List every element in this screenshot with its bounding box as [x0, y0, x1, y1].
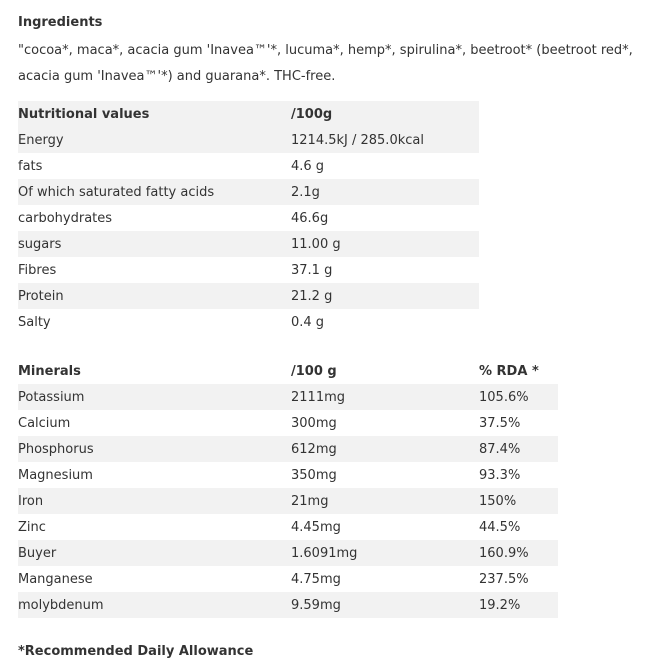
mineral-rda: 150%: [479, 493, 517, 509]
mineral-name: Buyer: [18, 545, 57, 561]
ingredients-title: Ingredients: [18, 15, 103, 30]
nutrient-value: 4.6 g: [291, 158, 325, 174]
nutrient-value: 37.1 g: [291, 262, 333, 278]
table-row: [18, 231, 479, 257]
nutrient-value: 11.00 g: [291, 236, 341, 252]
nutrient-value: 0.4 g: [291, 314, 325, 330]
mineral-name: Phosphorus: [18, 441, 94, 457]
table-row: [18, 566, 558, 592]
nutrition-header-per100: /100g: [291, 106, 333, 122]
table-row: [18, 257, 479, 283]
mineral-value: 300mg: [291, 415, 337, 431]
minerals-table: [18, 358, 558, 618]
mineral-value: 2111mg: [291, 389, 345, 405]
nutrient-name: Of which saturated fatty acids: [18, 184, 215, 200]
nutrient-value: 2.1g: [291, 184, 320, 200]
mineral-name: Zinc: [18, 519, 46, 535]
table-row: [18, 179, 479, 205]
mineral-name: Potassium: [18, 389, 85, 405]
mineral-name: molybdenum: [18, 597, 104, 613]
minerals-header-name: Minerals: [18, 363, 81, 379]
table-row: [18, 436, 558, 462]
table-row: [18, 540, 558, 566]
nutrient-name: sugars: [18, 236, 62, 252]
mineral-name: Calcium: [18, 415, 71, 431]
nutrient-name: Salty: [18, 314, 51, 330]
minerals-header-per100: /100 g: [291, 363, 337, 379]
ingredients-text: "cocoa*, maca*, acacia gum 'Inavea™'*, lucuma*, hemp*, spirulina*, beetroot* (beetroot red*, acacia gum 'Inavea™'*) and guarana*. THC-free.: [18, 43, 633, 84]
table-row: [18, 127, 479, 153]
mineral-name: Iron: [18, 493, 44, 509]
rda-footnote: *Recommended Daily Allowance: [18, 644, 254, 659]
minerals-header-row: [18, 358, 558, 384]
mineral-value: 21mg: [291, 493, 329, 509]
mineral-rda: 37.5%: [479, 415, 521, 431]
mineral-rda: 160.9%: [479, 545, 529, 561]
nutrient-name: fats: [18, 158, 43, 174]
nutrient-value: 46.6g: [291, 210, 329, 226]
mineral-value: 4.75mg: [291, 571, 341, 587]
table-row: [18, 592, 558, 618]
table-row: [18, 309, 479, 335]
mineral-rda: 44.5%: [479, 519, 521, 535]
mineral-rda: 93.3%: [479, 467, 521, 483]
mineral-value: 1.6091mg: [291, 545, 358, 561]
nutrient-name: Fibres: [18, 262, 57, 278]
mineral-name: Magnesium: [18, 467, 93, 483]
table-row: [18, 462, 558, 488]
nutrition-header-name: Nutritional values: [18, 106, 150, 122]
table-row: [18, 384, 558, 410]
nutrient-name: carbohydrates: [18, 210, 113, 226]
table-row: [18, 488, 558, 514]
nutrient-value: 1214.5kJ / 285.0kcal: [291, 132, 424, 148]
minerals-header-rda: % RDA *: [479, 363, 539, 379]
mineral-value: 4.45mg: [291, 519, 341, 535]
nutrition-header-row: [18, 101, 479, 127]
mineral-rda: 105.6%: [479, 389, 529, 405]
table-row: [18, 283, 479, 309]
nutrient-value: 21.2 g: [291, 288, 333, 304]
table-row: [18, 205, 479, 231]
mineral-value: 612mg: [291, 441, 337, 457]
mineral-value: 9.59mg: [291, 597, 341, 613]
mineral-name: Manganese: [18, 571, 93, 587]
mineral-rda: 237.5%: [479, 571, 529, 587]
table-row: [18, 514, 558, 540]
table-row: [18, 410, 558, 436]
mineral-rda: 87.4%: [479, 441, 521, 457]
nutrient-name: Energy: [18, 132, 64, 148]
mineral-rda: 19.2%: [479, 597, 521, 613]
mineral-value: 350mg: [291, 467, 337, 483]
nutrition-table: [18, 101, 479, 335]
table-row: [18, 153, 479, 179]
nutrient-name: Protein: [18, 288, 64, 304]
